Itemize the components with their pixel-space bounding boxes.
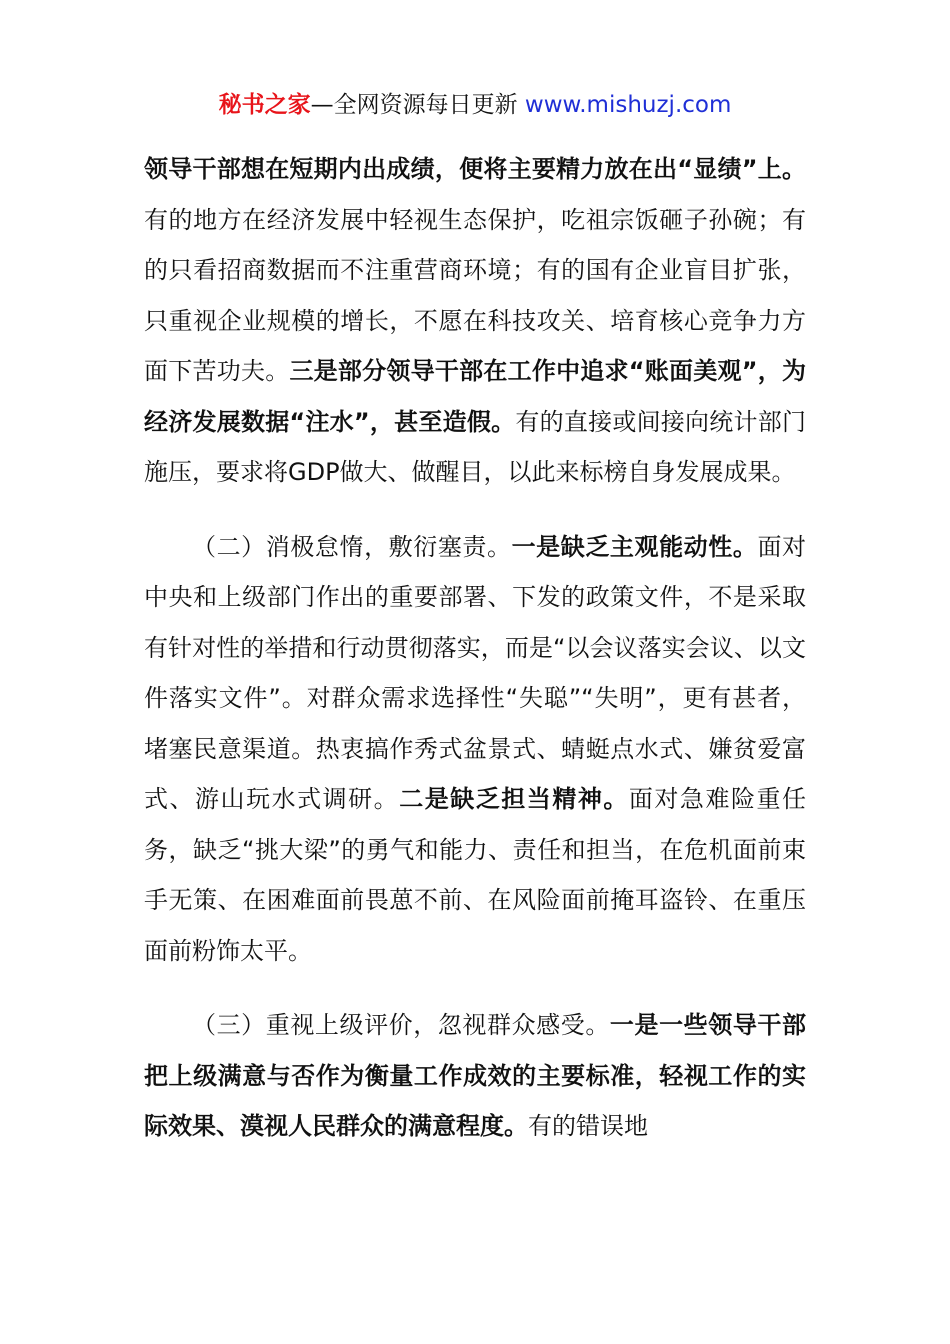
- text-segment: 一是一些领导干部把上级满意与否作为衡量工作成效的主要标准，轻视工作的实际效果、漠视人民群众的满意程度。: [144, 1011, 807, 1140]
- text-segment: 二是缺乏担当精神。: [399, 785, 629, 813]
- header-url[interactable]: www.mishuzj.com: [524, 92, 732, 118]
- document-body: [144, 144, 806, 1152]
- section-heading: （二）消极怠惰，敷衍塞责。: [192, 532, 512, 561]
- text-segment: 有的地方在经济发展中轻视生态保护，吃祖宗饭砸子孙碗；有的只看招商数据而不注重营商环境；有的国有企业盲目扩张，只重视企业规模的增长，不愿在科技攻关、培育核心竞争力方面下苦功夫。: [144, 205, 806, 385]
- text-segment: 领导干部想在短期内出成绩，便将主要精力放在出“显绩”上。: [144, 155, 806, 183]
- paragraph-3: [144, 1000, 806, 1152]
- text-segment: 有的错误地: [528, 1112, 648, 1140]
- section-heading: （三）重视上级评价，忽视群众感受。: [192, 1011, 610, 1039]
- paragraph-1: [144, 144, 806, 498]
- header-slogan: —全网资源每日更新: [310, 92, 525, 118]
- text-segment: 有的直接或间接向统计部门施压，要求将GDP做大、做醒目，以此来标榜自身发展成果。: [144, 407, 807, 486]
- text-segment: 一是缺乏主观能动性。: [511, 532, 758, 561]
- paragraph-2: [144, 522, 806, 977]
- brand-name: 秘书之家: [218, 92, 311, 118]
- text-segment: 三是部分领导干部在工作中追求“账面美观”，为经济发展数据“注水”，甚至造假。: [144, 357, 807, 436]
- text-segment: 面对急难险重任务，缺乏“挑大梁”的勇气和能力、责任和担当，在危机面前束手无策、在困难面前畏葸不前、在风险面前掩耳盗铃、在重压面前粉饰太平。: [144, 785, 807, 965]
- text-segment: 面对中央和上级部门作出的重要部署、下发的政策文件，不是采取有针对性的举措和行动贯彻落实，而是“以会议落实会议、以文件落实文件”。对群众需求选择性“失聪”“失明”，更有甚者，堵塞民意渠道。热衷搞作秀式盆景式、蜻蜓点水式、嫌贫爱富式、游山玩水式调研。: [144, 532, 807, 813]
- page-header: [0, 88, 950, 122]
